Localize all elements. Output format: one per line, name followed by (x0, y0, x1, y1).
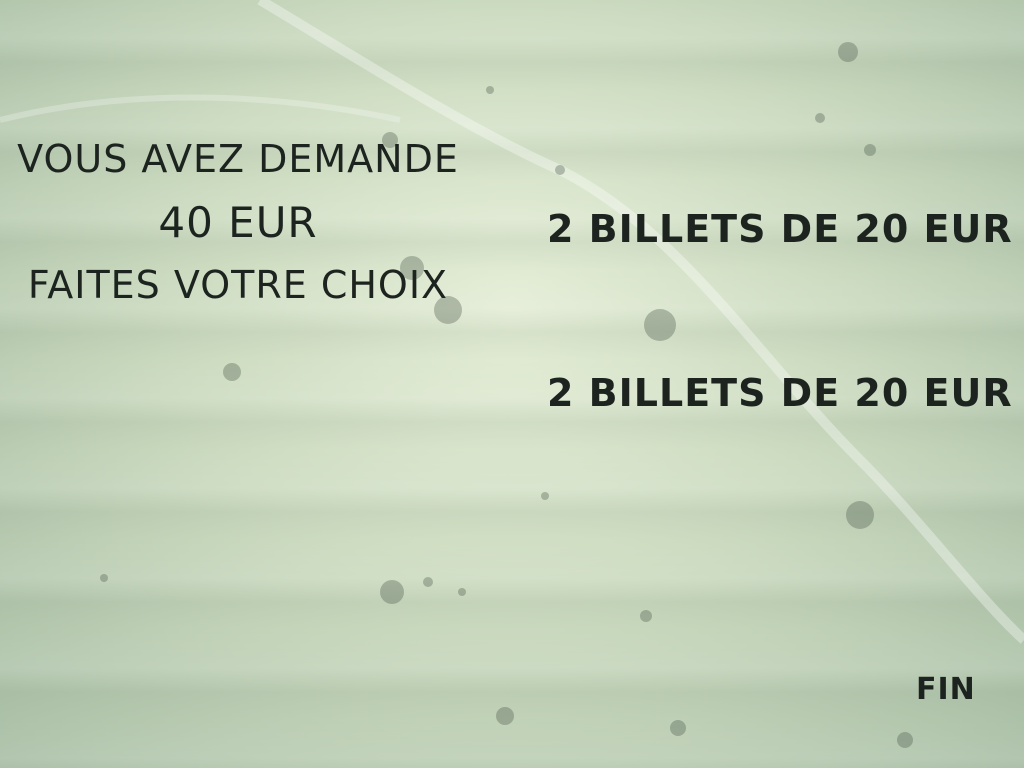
request-info (0, 137, 498, 307)
requested-label: VOUS AVEZ DEMANDE (17, 137, 459, 181)
option-2x20-button-2[interactable]: 2 BILLETS DE 20 EUR (547, 371, 1013, 415)
requested-amount: 40 EUR (158, 198, 318, 247)
choose-prompt: FAITES VOTRE CHOIX (27, 263, 449, 307)
option-2x20-button-1[interactable]: 2 BILLETS DE 20 EUR (547, 207, 1013, 251)
end-button[interactable]: FIN (916, 672, 976, 707)
